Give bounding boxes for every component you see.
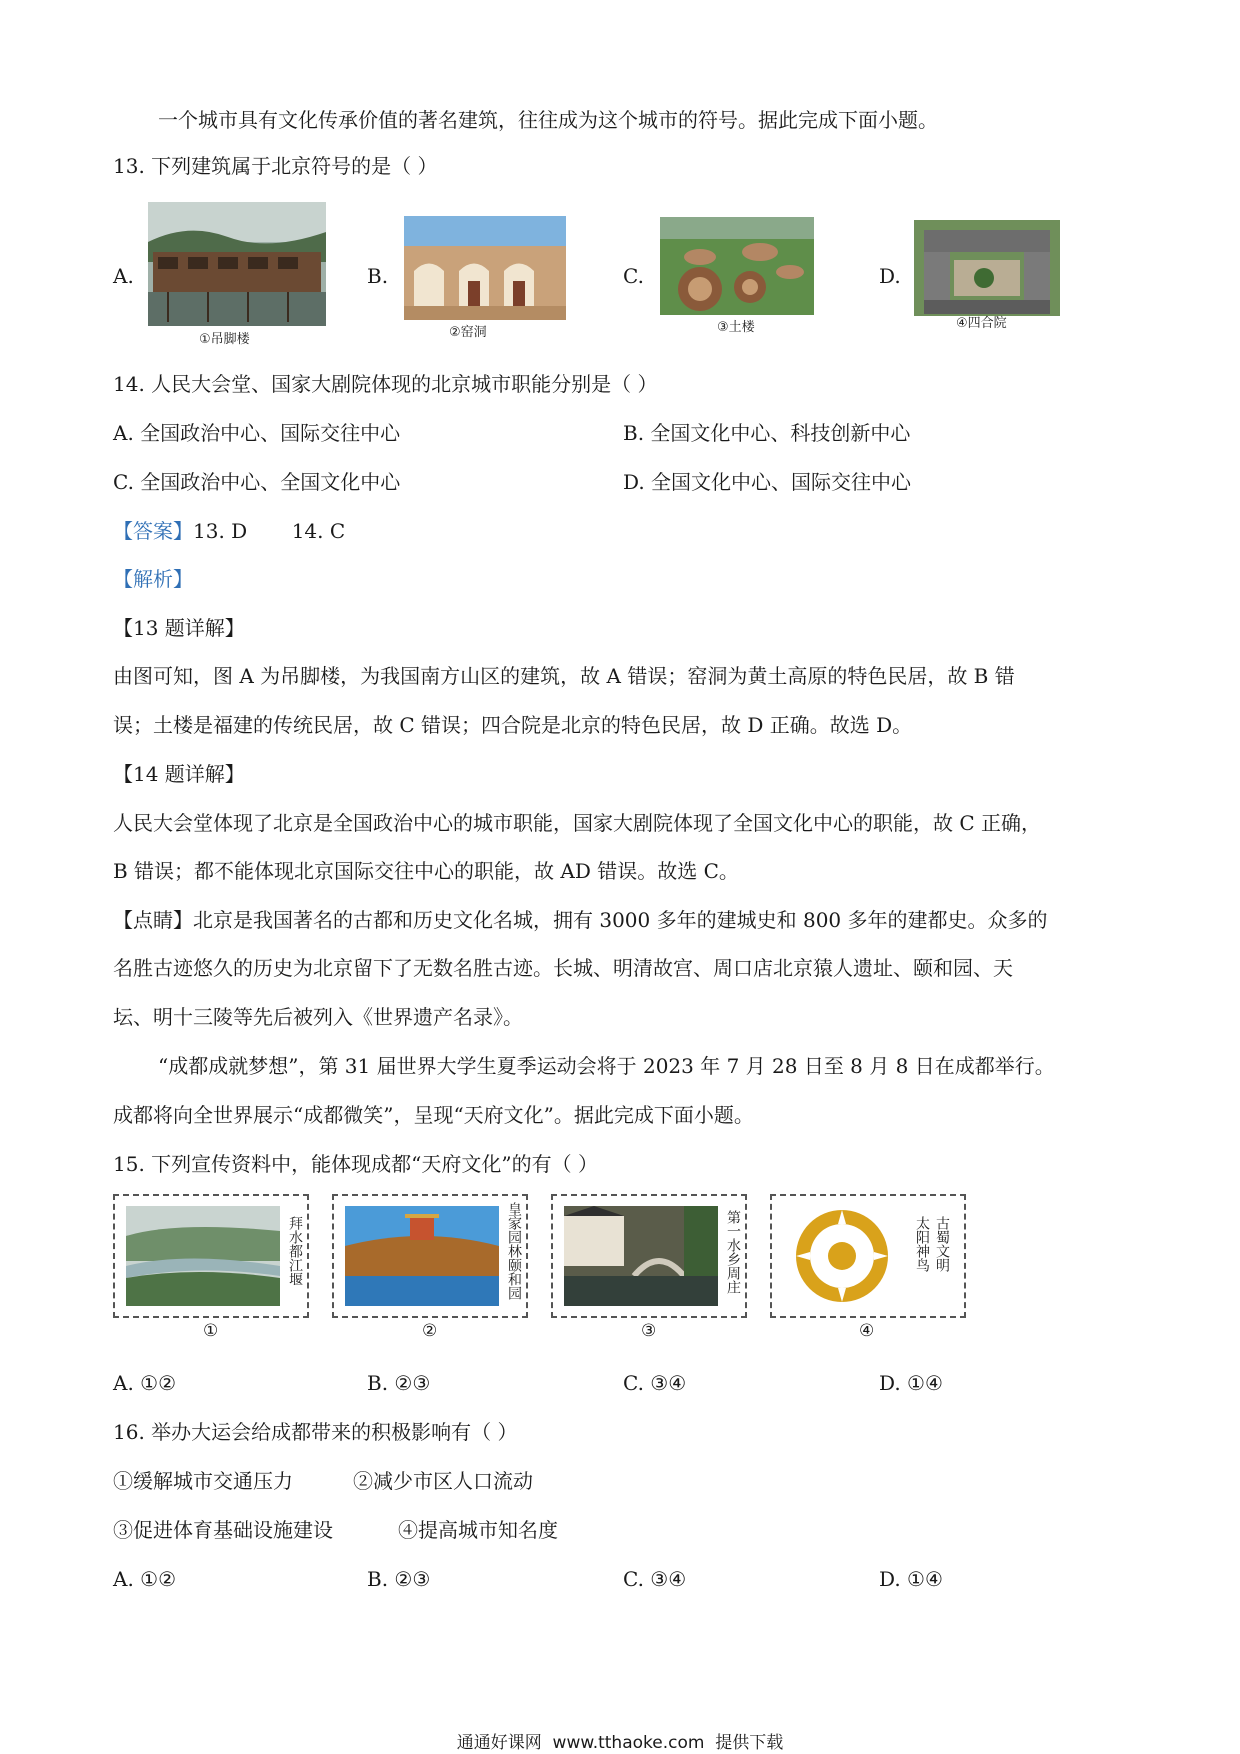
answer-text: 13. D 14. C — [193, 519, 346, 543]
dujiangyan-photo — [126, 1206, 280, 1306]
q15-card-2 — [332, 1194, 528, 1318]
tip-line-1: 【点睛】北京是我国著名的古都和历史文化名城，拥有 3000 多年的建城史和 800 多年的建都史。众多的 — [113, 908, 1048, 932]
q16-item-2: ②减少市区人口流动 — [353, 1469, 533, 1493]
q14-detail-line-1: 人民大会堂体现了北京是全国政治中心的城市职能，国家大剧院体现了全国文化中心的职能，故 C 正确， — [113, 811, 1042, 835]
yaodong-photo — [404, 216, 566, 320]
q14-option-a: A. 全国政治中心、国际交往中心 — [113, 421, 401, 445]
q13-question: 13. 下列建筑属于北京符号的是（ ） — [113, 154, 438, 178]
q15-card-2-text: 皇家园林颐和园 — [506, 1202, 522, 1300]
q14-detail-line-2: B 错误；都不能体现北京国际交往中心的职能，故 AD 错误。故选 C。 — [113, 859, 739, 883]
answer-label: 【答案】 — [113, 519, 193, 543]
q14-option-b: B. 全国文化中心、科技创新中心 — [623, 421, 911, 445]
q15-card-4-text-col1: 古蜀文明 — [934, 1216, 950, 1272]
q15-card-4-text-col2: 太阳神鸟 — [914, 1216, 930, 1272]
answer-line — [113, 517, 345, 545]
diaojiaolou-photo — [148, 202, 326, 326]
q16-option-b: B. ②③ — [367, 1567, 431, 1591]
q15-card-1-number: ① — [203, 1321, 219, 1341]
q15-option-c: C. ③④ — [623, 1371, 687, 1395]
sun-bird-emblem — [784, 1206, 902, 1306]
q16-option-a: A. ①② — [113, 1567, 177, 1591]
q15-option-d: D. ①④ — [879, 1371, 943, 1395]
intro-paragraph-1: 一个城市具有文化传承价值的著名建筑，往往成为这个城市的符号。据此完成下面小题。 — [158, 108, 938, 132]
q15-card-4 — [770, 1194, 966, 1318]
q13-option-c-letter: C. — [623, 264, 644, 288]
q13-caption-b: ②窑洞 — [449, 325, 487, 340]
q14-detail-title: 【14 题详解】 — [113, 762, 245, 786]
q13-detail-line-2: 误；土楼是福建的传统民居，故 C 错误；四合院是北京的特色民居，故 D 正确。故选 D。 — [113, 713, 913, 737]
q13-detail-title: 【13 题详解】 — [113, 616, 245, 640]
intro-paragraph-2-line-2: 成都将向全世界展示“成都微笑”，呈现“天府文化”。据此完成下面小题。 — [113, 1103, 754, 1127]
q15-card-2-number: ② — [422, 1321, 438, 1341]
analysis-label: 【解析】 — [113, 567, 193, 591]
intro-paragraph-2-line-1: “成都成就梦想”，第 31 届世界大学生夏季运动会将于 2023 年 7 月 28 日至 8 月 8 日在成都举行。 — [158, 1054, 1055, 1078]
q15-card-1 — [113, 1194, 309, 1318]
q13-caption-d: ④四合院 — [956, 316, 1007, 331]
q13-detail-line-1: 由图可知，图 A 为吊脚楼，为我国南方山区的建筑，故 A 错误；窑洞为黄土高原的特色民居，故 B 错 — [113, 664, 1015, 688]
q16-option-d: D. ①④ — [879, 1567, 943, 1591]
q14-question: 14. 人民大会堂、国家大剧院体现的北京城市职能分别是（ ） — [113, 372, 658, 396]
q15-card-1-text: 拜水都江堰 — [287, 1216, 303, 1286]
tulou-photo — [660, 217, 814, 315]
q13-option-d-letter: D. — [879, 264, 901, 288]
q16-item-4: ④提高城市知名度 — [398, 1518, 558, 1542]
q15-card-3-number: ③ — [641, 1321, 657, 1341]
yiheyuan-photo — [345, 1206, 499, 1306]
q15-card-4-number: ④ — [859, 1321, 875, 1341]
q15-question: 15. 下列宣传资料中，能体现成都“天府文化”的有（ ） — [113, 1152, 598, 1176]
q16-item-3: ③促进体育基础设施建设 — [113, 1518, 333, 1542]
q14-option-c: C. 全国政治中心、全国文化中心 — [113, 470, 401, 494]
q16-question: 16. 举办大运会给成都带来的积极影响有（ ） — [113, 1420, 518, 1444]
q14-option-d: D. 全国文化中心、国际交往中心 — [623, 470, 912, 494]
q15-card-3 — [551, 1194, 747, 1318]
q13-caption-c: ③土楼 — [717, 320, 755, 335]
q16-item-1: ①缓解城市交通压力 — [113, 1469, 293, 1493]
q13-caption-a: ①吊脚楼 — [199, 332, 250, 347]
q15-option-a: A. ①② — [113, 1371, 177, 1395]
q15-option-b: B. ②③ — [367, 1371, 431, 1395]
q13-option-a-letter: A. — [113, 264, 134, 288]
zhouzhuang-photo — [564, 1206, 718, 1306]
siheyuan-photo — [914, 220, 1060, 316]
q15-card-3-text: 第一水乡周庄 — [725, 1210, 741, 1294]
tip-line-3: 坛、明十三陵等先后被列入《世界遗产名录》。 — [113, 1005, 523, 1029]
tip-line-2: 名胜古迹悠久的历史为北京留下了无数名胜古迹。长城、明清故宫、周口店北京猿人遗址、颐和园、天 — [113, 956, 1013, 980]
footer-source: 通通好课网 www.tthaoke.com 提供下载 — [456, 1733, 784, 1753]
q13-option-b-letter: B. — [367, 264, 389, 288]
q16-option-c: C. ③④ — [623, 1567, 687, 1591]
